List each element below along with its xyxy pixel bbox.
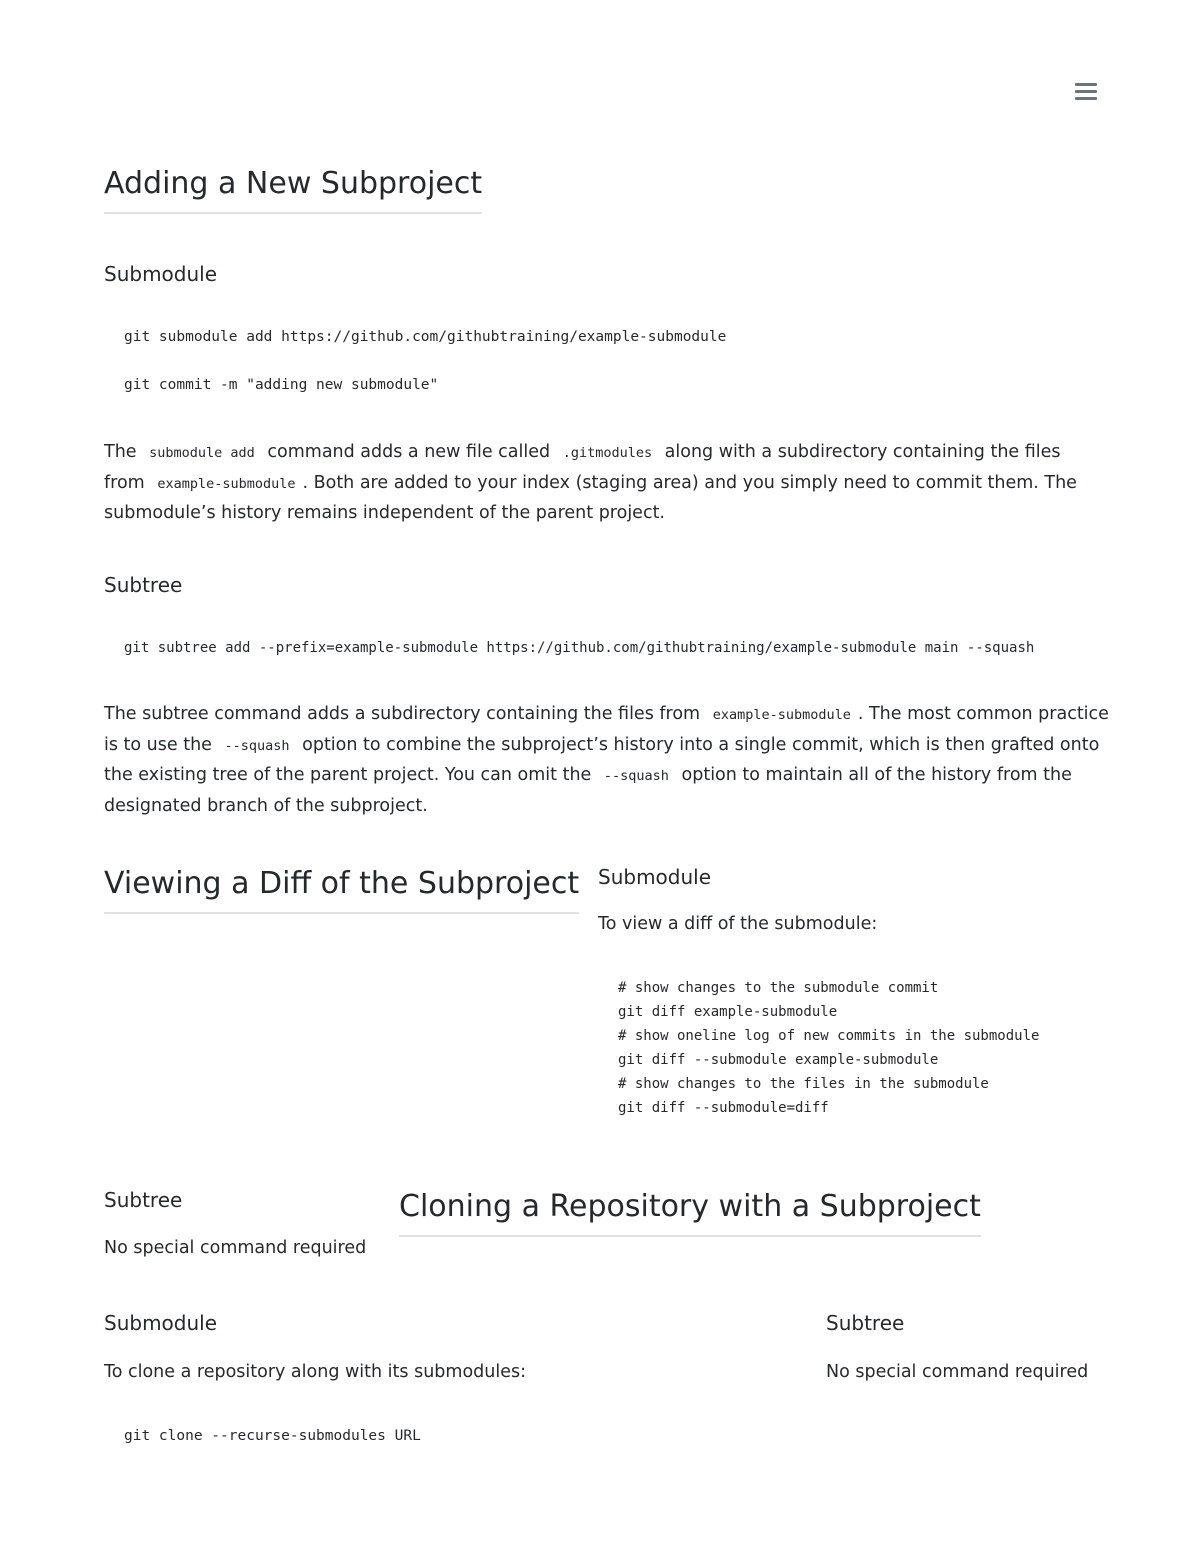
inline-code: example-submodule — [712, 707, 851, 723]
code-subtree-add-line1: git subtree add --prefix=example-submodule https://github.com/githubtraining/example-submodule main --squash — [124, 640, 1035, 656]
heading-subtree-add: Subtree — [104, 573, 183, 597]
section-clone — [399, 1187, 981, 1237]
paragraph-submodule-add — [104, 438, 1089, 529]
para-text: . Both are added to your index (staging area) and you simply need to commit them. The submodule’s history remains independent of the parent project. — [104, 472, 1077, 523]
code-line: # show oneline log of new commits in the submodule — [618, 1028, 1040, 1044]
code-block-submodule-diff — [618, 976, 1039, 1120]
heading-submodule-diff: Submodule — [598, 865, 712, 889]
text-subtree-diff: No special command required — [104, 1238, 367, 1258]
code-line: git diff --submodule example-submodule — [618, 1052, 939, 1068]
para-text: command adds a new file called — [267, 442, 551, 462]
code-line: git diff --submodule=diff — [618, 1100, 829, 1116]
para-text: . The most common practice is to use the — [104, 704, 1109, 755]
inline-code: submodule add — [149, 445, 255, 461]
heading-submodule-add: Submodule — [104, 262, 218, 286]
inline-code: --squash — [224, 737, 290, 754]
paragraph-subtree-add — [104, 700, 1124, 821]
section-title-clone: Cloning a Repository with a Subproject — [399, 1187, 981, 1237]
para-text: The subtree command adds a subdirectory containing the files from — [104, 704, 701, 724]
hamburger-menu-icon[interactable] — [1075, 83, 1097, 103]
para-text: option to maintain all of the history from the designated branch of the subproject. — [104, 765, 1072, 816]
inline-code: example-submodule — [157, 475, 296, 492]
heading-subtree-diff: Subtree — [104, 1188, 183, 1212]
code-submodule-clone-line1: git clone --recurse-submodules URL — [124, 1428, 421, 1444]
section-title-diff: Viewing a Diff of the Subproject — [104, 864, 579, 914]
menu-bar — [1075, 90, 1097, 93]
menu-bar — [1075, 83, 1097, 86]
heading-submodule-clone: Submodule — [104, 1311, 218, 1335]
code-submodule-add-line2: git commit -m "adding new submodule" — [124, 377, 439, 393]
section-add — [104, 164, 482, 214]
inline-code: --squash — [603, 768, 669, 784]
menu-bar — [1075, 97, 1097, 100]
text-subtree-clone: No special command required — [826, 1362, 1089, 1382]
code-line: # show changes to the submodule commit — [618, 980, 939, 996]
section-title-add: Adding a New Subproject — [104, 164, 482, 214]
code-submodule-add-line1: git submodule add https://github.com/githubtraining/example-submodule — [124, 329, 727, 345]
text-submodule-clone-intro: To clone a repository along with its submodules: — [104, 1362, 526, 1382]
para-text: option to combine the subproject’s history into a single commit, which is then grafted onto the existing tree of the parent project. You can omit the — [104, 734, 1100, 785]
text-submodule-diff-intro: To view a diff of the submodule: — [598, 914, 878, 934]
para-text: The — [104, 442, 137, 462]
code-line: git diff example-submodule — [618, 1004, 838, 1020]
inline-code: .gitmodules — [562, 445, 653, 461]
para-text: along with a subdirectory containing the files from — [104, 442, 1061, 493]
section-diff — [104, 864, 579, 914]
heading-subtree-clone: Subtree — [826, 1311, 905, 1335]
code-line: # show changes to the files in the submodule — [618, 1076, 989, 1092]
